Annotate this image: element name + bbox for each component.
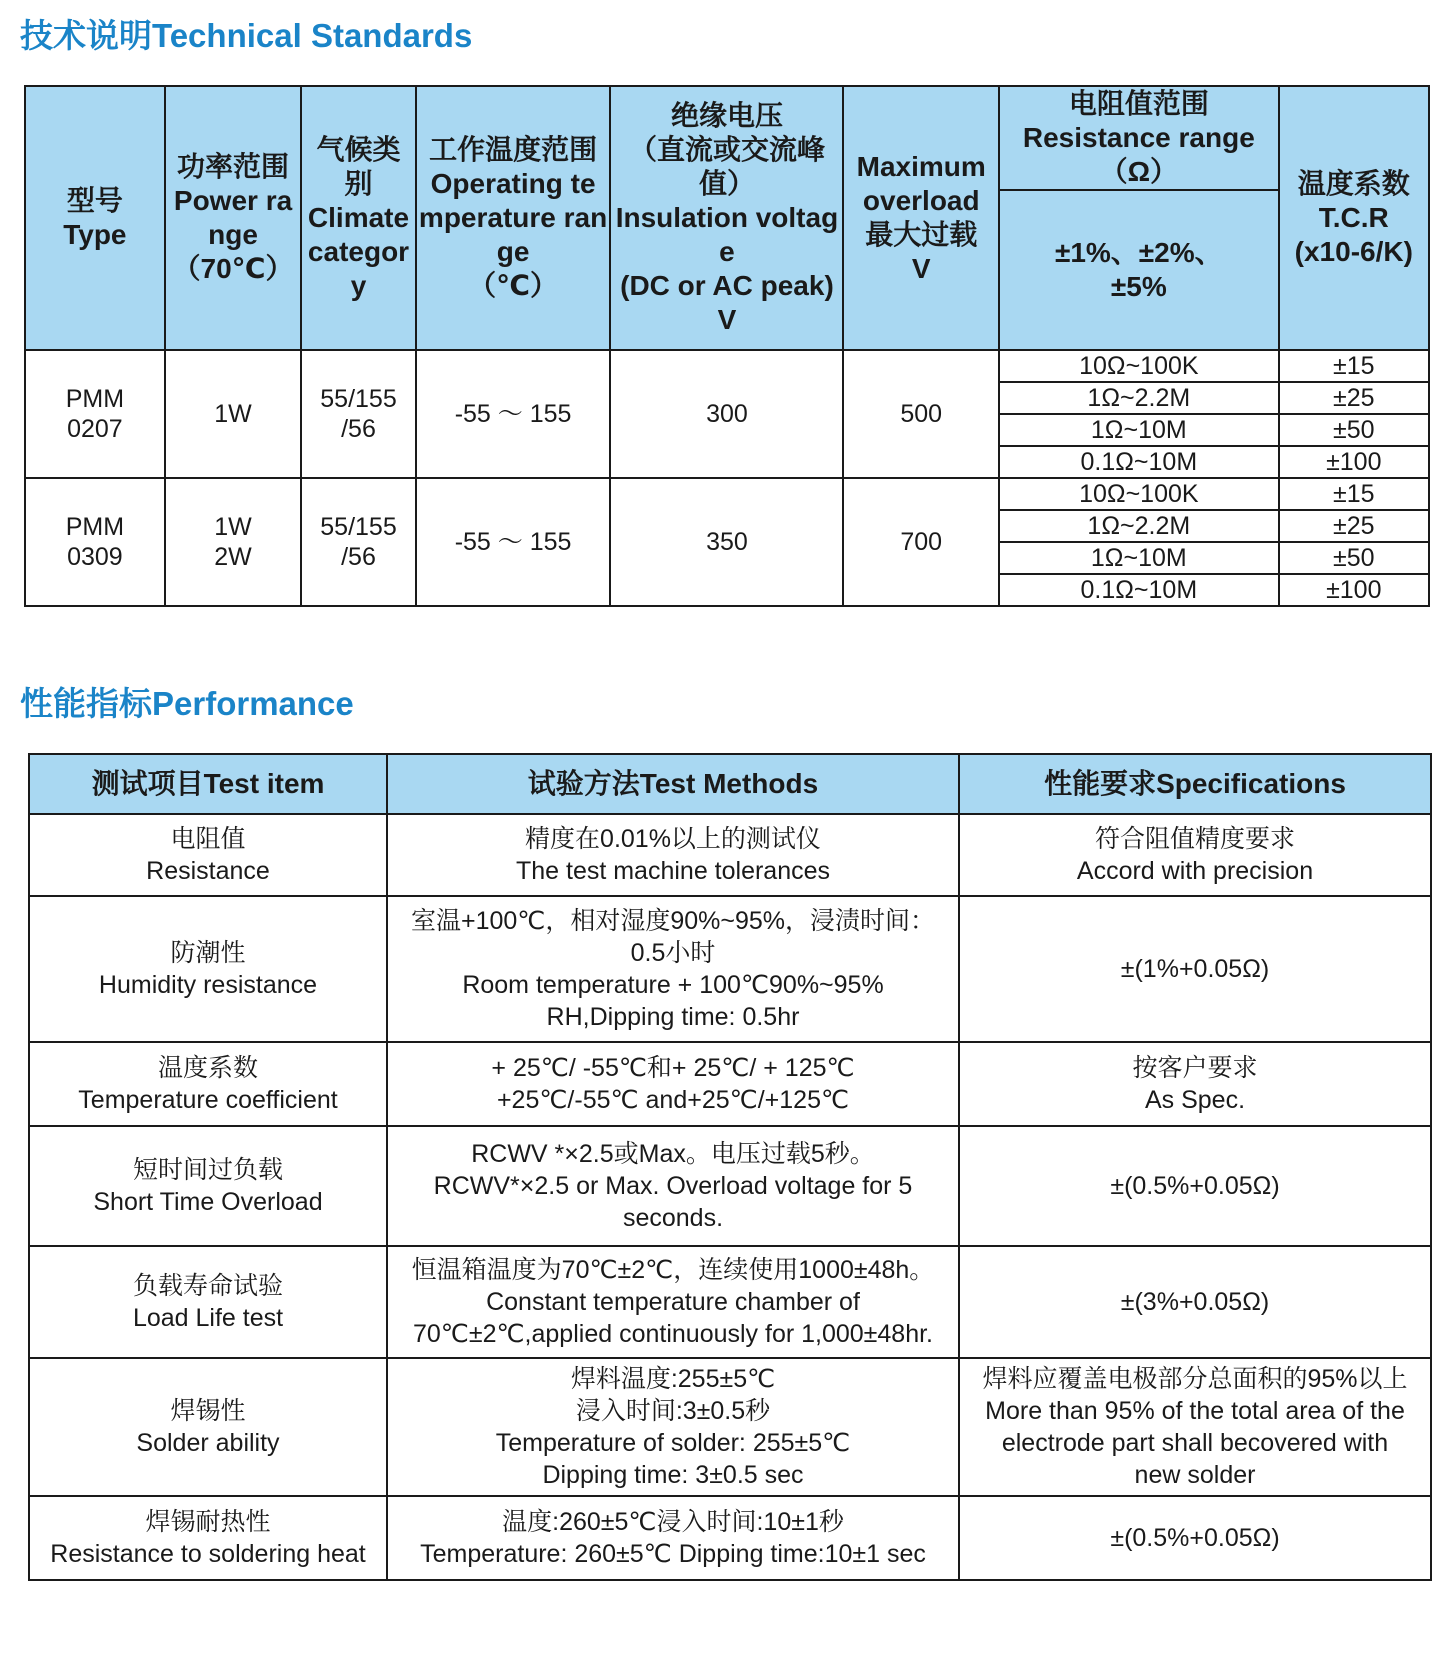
cell-temperature-line: -55 ～ 155 xyxy=(454,400,572,428)
cell-test-method xyxy=(387,814,959,896)
performance-row xyxy=(29,1042,1431,1126)
cell-specification-line: ±(0.5%+0.05Ω) xyxy=(1110,1172,1280,1200)
cell-power xyxy=(165,350,302,478)
performance-row xyxy=(29,1126,1431,1246)
cell-test-method-line: RCWV *×2.5或Max。电压过载5秒。 xyxy=(471,1140,875,1168)
cell-type xyxy=(25,478,165,606)
cell-overload xyxy=(843,478,999,606)
header-tolerance-line: ±1%、±2%、 xyxy=(1054,237,1223,268)
cell-test-method-line: RCWV*×2.5 or Max. Overload voltage for 5 xyxy=(433,1172,913,1200)
cell-test-item xyxy=(29,896,387,1042)
cell-test-item-line: 电阻值 xyxy=(170,825,246,853)
cell-resistance-range: 1Ω~10M xyxy=(999,414,1279,446)
cell-tcr: ±15 xyxy=(1279,478,1429,510)
cell-specification-line: new solder xyxy=(1134,1461,1256,1489)
cell-test-method-line: 温度:260±5℃浸入时间:10±1秒 xyxy=(502,1508,844,1536)
technical-standards-table xyxy=(24,85,1430,607)
cell-test-item-line: Humidity resistance xyxy=(98,971,318,999)
cell-test-method-line: Constant temperature chamber of xyxy=(486,1288,860,1316)
cell-overload-line: 700 xyxy=(900,528,943,556)
header-tcr-line: T.C.R xyxy=(1318,202,1389,233)
cell-overload-line: 500 xyxy=(900,400,943,428)
cell-tcr: ±50 xyxy=(1279,542,1429,574)
cell-test-method-line: Dipping time: 3±0.5 sec xyxy=(542,1461,804,1489)
cell-test-item-line: 焊锡耐热性 xyxy=(145,1508,271,1536)
cell-resistance-range: 1Ω~2.2M xyxy=(999,382,1279,414)
cell-tcr: ±25 xyxy=(1279,382,1429,414)
cell-specification-line: ±(0.5%+0.05Ω) xyxy=(1110,1524,1280,1552)
cell-specification-line: As Spec. xyxy=(1144,1086,1246,1114)
cell-specification xyxy=(959,1042,1431,1126)
header-power-range-line: Power range xyxy=(173,185,293,250)
cell-test-item-line: Resistance xyxy=(146,857,270,885)
cell-resistance-range: 0.1Ω~10M xyxy=(999,446,1279,478)
cell-specification xyxy=(959,814,1431,896)
cell-tcr: ±100 xyxy=(1279,574,1429,606)
cell-test-method xyxy=(387,1042,959,1126)
cell-specification-line: 按客户要求 xyxy=(1132,1054,1258,1082)
cell-power-line: 2W xyxy=(214,543,252,571)
header-tolerance xyxy=(999,190,1279,350)
cell-specification-line: electrode part shall becovered with xyxy=(1001,1429,1389,1457)
cell-test-item xyxy=(29,1246,387,1358)
header-type-line: Type xyxy=(63,219,127,250)
standards-body xyxy=(25,350,1429,606)
header-operating-temperature-line: 工作温度范围 xyxy=(429,134,598,165)
performance-table xyxy=(28,753,1432,1581)
header-insulation-voltage xyxy=(610,86,843,350)
cell-resistance-range: 0.1Ω~10M xyxy=(999,574,1279,606)
cell-resistance-range: 10Ω~100K xyxy=(999,478,1279,510)
cell-specification xyxy=(959,1496,1431,1580)
cell-tcr: ±15 xyxy=(1279,350,1429,382)
header-resistance-range-line: （Ω） xyxy=(1099,156,1179,187)
cell-type xyxy=(25,350,165,478)
cell-test-method-line: 恒温箱温度为70℃±2℃，连续使用1000±48h。 xyxy=(411,1256,935,1284)
header-climate-category xyxy=(301,86,415,350)
header-power-range-line: 功率范围 xyxy=(177,151,290,182)
cell-type-line: PMM xyxy=(65,513,125,541)
header-maximum-overload-line: 最大过载 xyxy=(865,219,978,250)
section-title-performance: 性能指标Performance xyxy=(20,685,354,722)
cell-test-method-line: 精度在0.01%以上的测试仪 xyxy=(525,825,821,853)
performance-row xyxy=(29,896,1431,1042)
cell-test-item-line: 短时间过负载 xyxy=(132,1156,283,1184)
cell-test-item xyxy=(29,1358,387,1496)
standards-row xyxy=(25,478,1429,510)
cell-tcr: ±50 xyxy=(1279,414,1429,446)
cell-specification-line: ±(1%+0.05Ω) xyxy=(1120,955,1270,983)
standards-row xyxy=(25,350,1429,382)
cell-test-item-line: 焊锡性 xyxy=(170,1397,246,1425)
header-insulation-voltage-line: 绝缘电压 xyxy=(670,100,783,131)
cell-test-method-line: + 25℃/ -55℃和+ 25℃/ + 125℃ xyxy=(491,1054,855,1082)
header-power-range xyxy=(165,86,302,350)
cell-climate xyxy=(301,478,415,606)
header-insulation-voltage-line: （直流或交流峰值） xyxy=(628,134,825,199)
header-power-range-line: （70℃） xyxy=(172,253,294,284)
performance-body xyxy=(29,814,1431,1580)
cell-test-method xyxy=(387,1126,959,1246)
cell-test-item xyxy=(29,1042,387,1126)
cell-type-line: PMM xyxy=(65,385,125,413)
cell-test-item xyxy=(29,814,387,896)
header-insulation-voltage-line: V xyxy=(717,304,737,335)
cell-test-item-line: Solder ability xyxy=(136,1429,280,1457)
cell-specification xyxy=(959,1246,1431,1358)
header-operating-temperature-line: Operating temperature range xyxy=(418,168,608,267)
cell-test-item-line: Load Life test xyxy=(132,1304,284,1332)
cell-test-method-line: The test machine tolerances xyxy=(515,857,831,885)
header-maximum-overload-line: V xyxy=(911,253,931,284)
cell-test-method xyxy=(387,1246,959,1358)
cell-climate-line: 55/155 xyxy=(320,513,397,541)
header-climate-category-line: Climate category xyxy=(307,202,410,301)
header-type xyxy=(25,86,165,350)
cell-test-method xyxy=(387,1496,959,1580)
performance-row xyxy=(29,1496,1431,1580)
cell-specification-line: ±(3%+0.05Ω) xyxy=(1120,1288,1270,1316)
cell-temperature xyxy=(416,350,611,478)
cell-climate-line: /56 xyxy=(341,543,376,571)
cell-test-method-line: 焊料温度:255±5℃ xyxy=(570,1365,776,1393)
header-specifications: 性能要求Specifications xyxy=(959,754,1431,814)
header-resistance-range-line: 电阻值范围 xyxy=(1068,88,1209,119)
cell-insulation-line: 300 xyxy=(706,400,748,428)
header-tcr-line: (x10-6/K) xyxy=(1294,236,1413,267)
performance-row xyxy=(29,1246,1431,1358)
cell-test-method-line: Temperature of solder: 255±5℃ xyxy=(495,1429,851,1457)
header-test-methods: 试验方法Test Methods xyxy=(387,754,959,814)
cell-specification-line: More than 95% of the total area of the xyxy=(985,1397,1405,1425)
cell-specification-line: Accord with precision xyxy=(1076,857,1314,885)
cell-test-item xyxy=(29,1496,387,1580)
header-maximum-overload xyxy=(843,86,999,350)
cell-test-method-line: RH,Dipping time: 0.5hr xyxy=(546,1003,800,1031)
cell-temperature-line: -55 ～ 155 xyxy=(454,528,572,556)
cell-climate-line: /56 xyxy=(341,415,376,443)
cell-test-item-line: 防潮性 xyxy=(170,939,246,967)
header-climate-category-line: 气候类别 xyxy=(316,134,401,199)
cell-specification-line: 符合阻值精度要求 xyxy=(1094,825,1295,853)
cell-tcr: ±100 xyxy=(1279,446,1429,478)
cell-specification xyxy=(959,1126,1431,1246)
header-tcr-line: 温度系数 xyxy=(1297,168,1410,199)
cell-climate xyxy=(301,350,415,478)
cell-test-method-line: +25℃/-55℃ and+25℃/+125℃ xyxy=(496,1086,850,1114)
header-maximum-overload-line: Maximum overload xyxy=(856,151,986,216)
header-type-line: 型号 xyxy=(66,185,123,216)
header-insulation-voltage-line: Insulation voltage xyxy=(615,202,839,267)
header-resistance-range xyxy=(999,86,1279,190)
section-title-standards: 技术说明Technical Standards xyxy=(20,17,473,54)
header-tcr xyxy=(1279,86,1429,350)
cell-test-method-line: seconds. xyxy=(622,1204,724,1232)
cell-specification-line: 焊料应覆盖电极部分总面积的95%以上 xyxy=(982,1365,1408,1393)
header-operating-temperature-line: （℃） xyxy=(468,270,559,301)
cell-tcr: ±25 xyxy=(1279,510,1429,542)
header-test-item: 测试项目Test item xyxy=(29,754,387,814)
cell-test-item-line: 负载寿命试验 xyxy=(132,1272,283,1300)
cell-test-method xyxy=(387,1358,959,1496)
cell-test-method-line: 70℃±2℃,applied continuously for 1,000±48hr. xyxy=(412,1320,934,1348)
cell-insulation xyxy=(610,350,843,478)
cell-insulation xyxy=(610,478,843,606)
cell-temperature xyxy=(416,478,611,606)
cell-insulation-line: 350 xyxy=(706,528,748,556)
cell-resistance-range: 1Ω~2.2M xyxy=(999,510,1279,542)
cell-resistance-range: 10Ω~100K xyxy=(999,350,1279,382)
cell-specification xyxy=(959,1358,1431,1496)
cell-test-method-line: 浸入时间:3±0.5秒 xyxy=(575,1397,771,1425)
cell-type-line: 0309 xyxy=(67,543,123,571)
cell-test-method xyxy=(387,896,959,1042)
cell-test-item-line: Temperature coefficient xyxy=(78,1086,338,1114)
cell-test-method-line: 0.5小时 xyxy=(630,939,716,967)
cell-resistance-range: 1Ω~10M xyxy=(999,542,1279,574)
header-resistance-range-line: Resistance range xyxy=(1022,122,1255,153)
cell-overload xyxy=(843,350,999,478)
cell-test-item xyxy=(29,1126,387,1246)
cell-type-line: 0207 xyxy=(67,415,123,443)
cell-test-method-line: 室温+100℃，相对湿度90%~95%，浸渍时间： xyxy=(410,907,936,935)
cell-specification xyxy=(959,896,1431,1042)
cell-test-method-line: Room temperature + 100℃90%~95% xyxy=(462,971,884,999)
cell-test-item-line: Resistance to soldering heat xyxy=(50,1540,366,1568)
cell-power-line: 1W xyxy=(214,513,252,541)
cell-climate-line: 55/155 xyxy=(320,385,397,413)
header-tolerance-line: ±5% xyxy=(1110,271,1167,302)
cell-power-line: 1W xyxy=(214,400,252,428)
cell-test-item-line: Short Time Overload xyxy=(93,1188,323,1216)
performance-row xyxy=(29,814,1431,896)
cell-test-method-line: Temperature: 260±5℃ Dipping time:10±1 sec xyxy=(420,1540,926,1568)
header-insulation-voltage-line: (DC or AC peak) xyxy=(620,270,834,301)
cell-test-item-line: 温度系数 xyxy=(157,1054,258,1082)
cell-power xyxy=(165,478,302,606)
performance-row xyxy=(29,1358,1431,1496)
header-operating-temperature xyxy=(416,86,611,350)
